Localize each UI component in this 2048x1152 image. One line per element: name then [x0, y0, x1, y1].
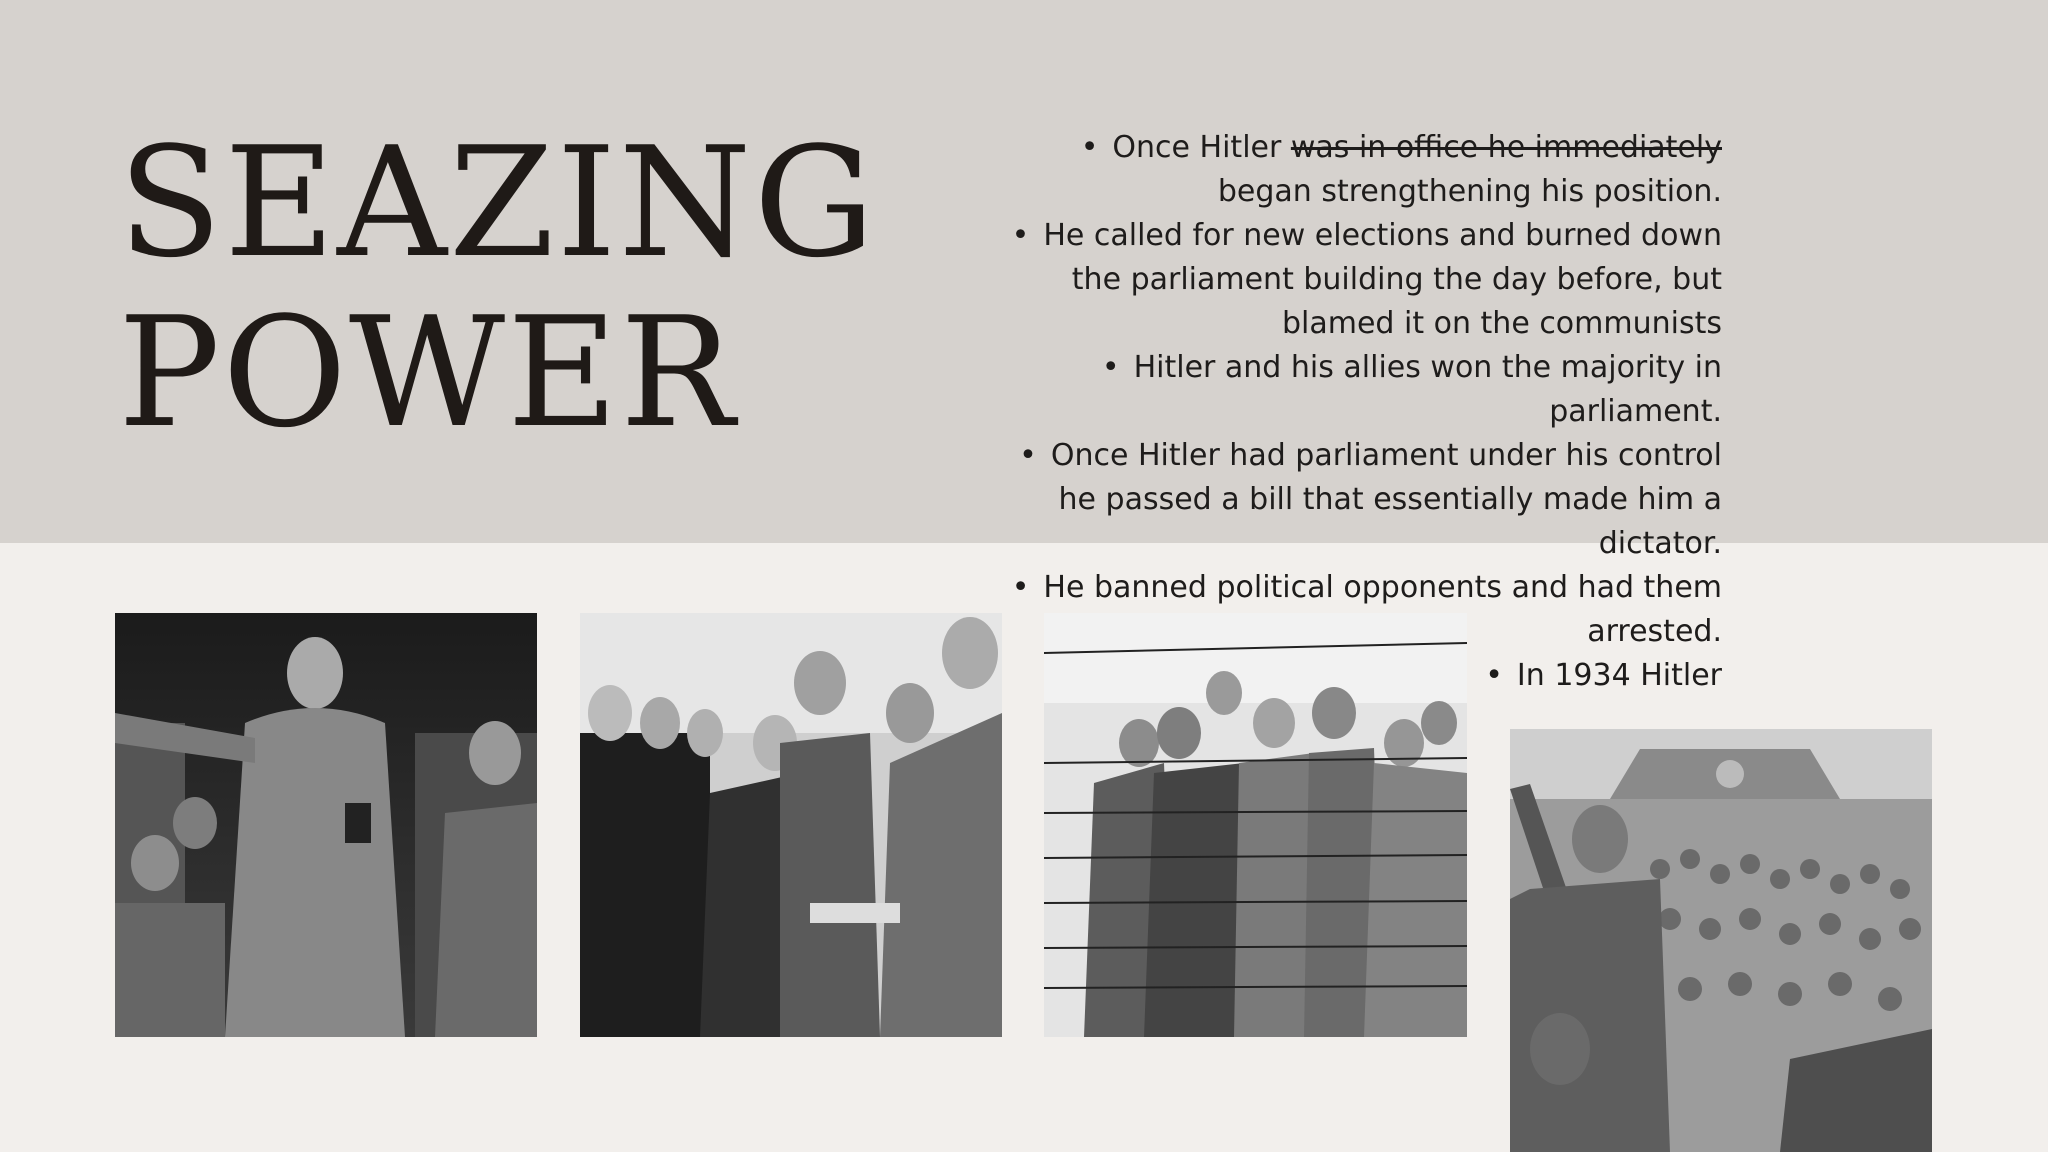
- slide-title: [118, 114, 877, 461]
- photo-1: [115, 613, 537, 1037]
- struck-text: was in office he immediately: [1290, 130, 1722, 165]
- title-line-2: POWER: [118, 284, 737, 461]
- bullet-item: • He banned political opponents and had them arrested.: [1011, 570, 1722, 649]
- title-line-1: SEAZING: [118, 114, 877, 291]
- bullet-item: • Once Hitler had parliament under his control he passed a bill that essentially made him a dictator.: [1019, 438, 1722, 561]
- bullet-item: • Hitler and his allies won the majority in parliament.: [1101, 350, 1722, 429]
- bullet-item: • Once Hitler was in office he immediately began strengthening his position.: [1080, 130, 1722, 209]
- bullet-item: • He called for new elections and burned down the parliament building the day before, but blamed it on the communists: [1011, 218, 1722, 341]
- photo-4: [1510, 729, 1932, 1152]
- bullet-item: • In 1934 Hitler: [1485, 658, 1722, 693]
- photo-2: [580, 613, 1002, 1037]
- photo-3: [1044, 613, 1467, 1037]
